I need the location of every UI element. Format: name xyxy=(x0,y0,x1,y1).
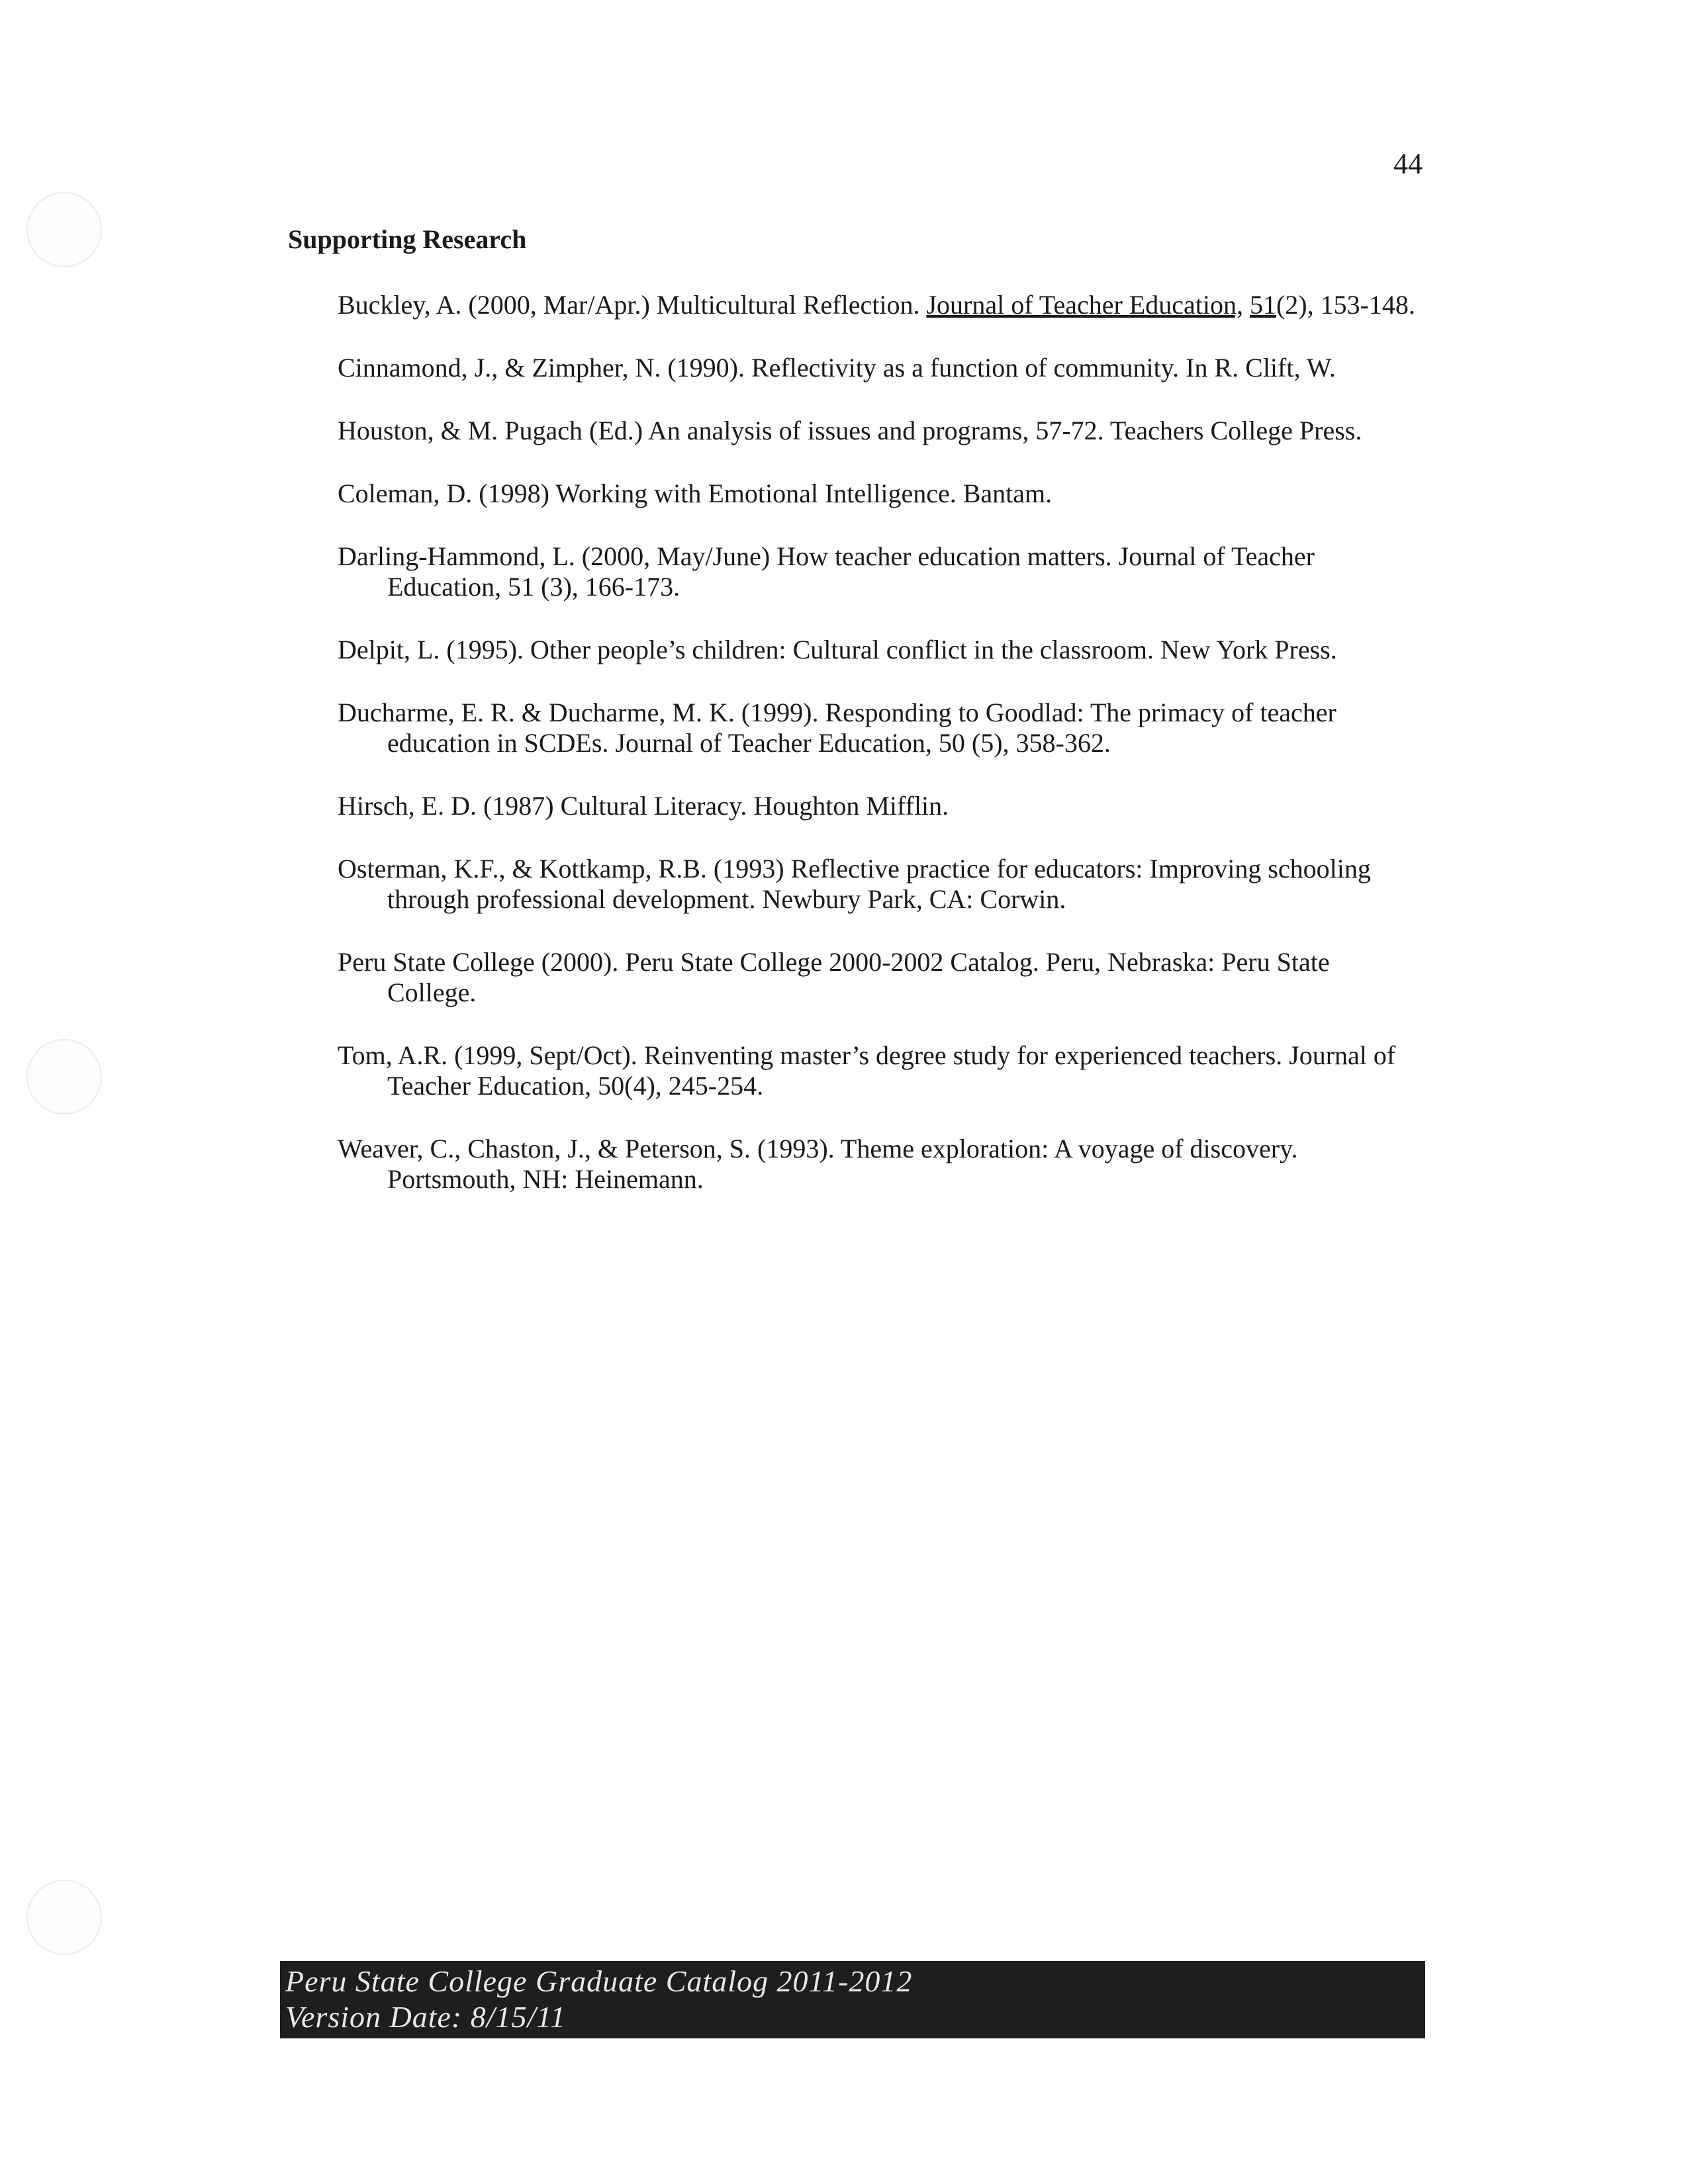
binder-hole xyxy=(26,1039,102,1115)
reference-entry: Delpit, L. (1995). Other people’s children: Cultural conflict in the classroom. New York Press. xyxy=(338,635,1337,664)
journal-volume: 51 xyxy=(1249,290,1276,320)
section-heading: Supporting Research xyxy=(288,224,527,254)
footer-catalog-title: Peru State College Graduate Catalog 2011-2012 xyxy=(285,1964,913,1998)
reference-entry: Ducharme, E. R. & Ducharme, M. K. (1999). Responding to Goodlad: The primacy of teacher education in SCDEs. Journal of Teacher Education, 50 (5), 358-362. xyxy=(338,698,1336,758)
reference-entry: Houston, & M. Pugach (Ed.) An analysis of issues and programs, 57-72. Teachers College Press. xyxy=(338,416,1362,445)
reference-text: (2), 153-148. xyxy=(1276,290,1415,320)
journal-title: Journal of Teacher Education, xyxy=(926,290,1243,320)
reference-entry: Hirsch, E. D. (1987) Cultural Literacy. Houghton Mifflin. xyxy=(338,791,949,821)
reference-entry: Peru State College (2000). Peru State College 2000-2002 Catalog. Peru, Nebraska: Peru State College. xyxy=(338,947,1330,1007)
reference-text xyxy=(1243,290,1250,320)
reference-entry: Cinnamond, J., & Zimpher, N. (1990). Reflectivity as a function of community. In R. Clift, W. xyxy=(338,353,1336,383)
binder-hole xyxy=(26,1880,102,1955)
reference-text: Buckley, A. (2000, Mar/Apr.) Multicultural Reflection. xyxy=(338,290,927,320)
binder-hole xyxy=(26,192,102,267)
reference-entry xyxy=(338,290,1423,320)
catalog-footer-banner xyxy=(280,1961,1425,2038)
reference-entry: Osterman, K.F., & Kottkamp, R.B. (1993) Reflective practice for educators: Improving schooling through professional development. Newbury Park, CA: Corwin. xyxy=(338,854,1371,914)
reference-entry: Darling-Hammond, L. (2000, May/June) How teacher education matters. Journal of Teacher Education, 51 (3), 166-173. xyxy=(338,541,1315,602)
reference-entry: Weaver, C., Chaston, J., & Peterson, S. (1993). Theme exploration: A voyage of discovery. Portsmouth, NH: Heinemann. xyxy=(338,1134,1298,1194)
reference-list xyxy=(338,290,1423,1227)
reference-entry: Coleman, D. (1998) Working with Emotional Intelligence. Bantam. xyxy=(338,478,1053,508)
reference-entry: Tom, A.R. (1999, Sept/Oct). Reinventing master’s degree study for experienced teachers. Journal of Teacher Education, 50(4), 245-254. xyxy=(338,1040,1396,1101)
footer-version-date: Version Date: 8/15/11 xyxy=(285,2000,566,2034)
page-number: 44 xyxy=(1393,148,1423,180)
